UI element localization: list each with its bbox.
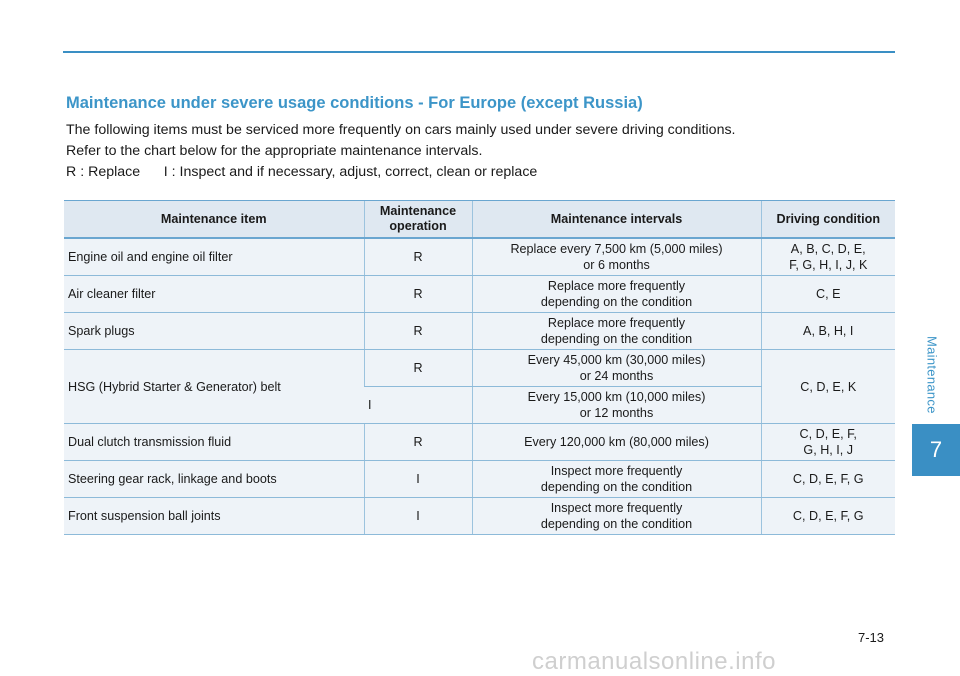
cell-interval: Every 15,000 km (10,000 miles) or 12 months: [472, 387, 761, 424]
maintenance-table: [64, 200, 895, 535]
cell-item: Steering gear rack, linkage and boots: [64, 461, 364, 498]
table-row: [64, 498, 895, 535]
header-maintenance-operation: Maintenance operation: [364, 201, 472, 239]
cell-interval: Every 120,000 km (80,000 miles): [472, 424, 761, 461]
intro-line-1: The following items must be serviced more frequently on cars mainly used under severe driving conditions.: [66, 122, 736, 138]
cell-item: Air cleaner filter: [64, 276, 364, 313]
cell-operation: R: [364, 424, 472, 461]
cell-condition: A, B, H, I: [761, 313, 895, 350]
table-row: [64, 461, 895, 498]
legend-replace: R : Replace: [66, 164, 141, 180]
cell-condition: C, D, E, F, G: [761, 461, 895, 498]
cell-item: Front suspension ball joints: [64, 498, 364, 535]
table-row: [64, 350, 895, 387]
header-driving-condition: Driving condition: [761, 201, 895, 239]
intro-line-2: Refer to the chart below for the appropriate maintenance intervals.: [66, 143, 483, 159]
cell-interval: Replace more frequently depending on the condition: [472, 313, 761, 350]
cell-operation: R: [364, 313, 472, 350]
cell-operation: R: [364, 238, 472, 276]
table-row: [64, 313, 895, 350]
legend-inspect: I : Inspect and if necessary, adjust, correct, clean or replace: [163, 164, 538, 180]
cell-condition: C, D, E, K: [761, 350, 895, 424]
chapter-tab: 7: [912, 424, 960, 476]
cell-operation: R: [364, 350, 472, 387]
table-header-row: [64, 201, 895, 239]
cell-interval: Inspect more frequently depending on the condition: [472, 461, 761, 498]
header-maintenance-item: Maintenance item: [64, 201, 364, 239]
watermark: carmanualsonline.info: [532, 648, 776, 675]
cell-item: HSG (Hybrid Starter & Generator) belt: [64, 350, 364, 424]
cell-interval: Inspect more frequently depending on the condition: [472, 498, 761, 535]
top-rule: [63, 51, 895, 53]
cell-item: Engine oil and engine oil filter: [64, 238, 364, 276]
cell-condition: C, E: [761, 276, 895, 313]
cell-interval: Every 45,000 km (30,000 miles) or 24 months: [472, 350, 761, 387]
table-row: [64, 424, 895, 461]
cell-item: Dual clutch transmission fluid: [64, 424, 364, 461]
cell-item: Spark plugs: [64, 313, 364, 350]
section-title: Maintenance under severe usage conditions - For Europe (except Russia): [66, 94, 643, 112]
cell-condition: C, D, E, F, G, H, I, J: [761, 424, 895, 461]
chapter-side-label: Maintenance: [924, 336, 940, 414]
operation-legend: [66, 162, 886, 183]
cell-operation: R: [364, 276, 472, 313]
cell-operation: I: [364, 498, 472, 535]
table-row: [64, 238, 895, 276]
cell-operation: I: [364, 461, 472, 498]
cell-operation: I: [364, 387, 472, 424]
header-maintenance-intervals: Maintenance intervals: [472, 201, 761, 239]
intro-text: [66, 120, 886, 183]
cell-condition: A, B, C, D, E, F, G, H, I, J, K: [761, 238, 895, 276]
page-number: 7-13: [858, 630, 885, 645]
cell-interval: Replace every 7,500 km (5,000 miles) or 6 months: [472, 238, 761, 276]
cell-interval: Replace more frequently depending on the condition: [472, 276, 761, 313]
table-row: [64, 276, 895, 313]
cell-condition: C, D, E, F, G: [761, 498, 895, 535]
